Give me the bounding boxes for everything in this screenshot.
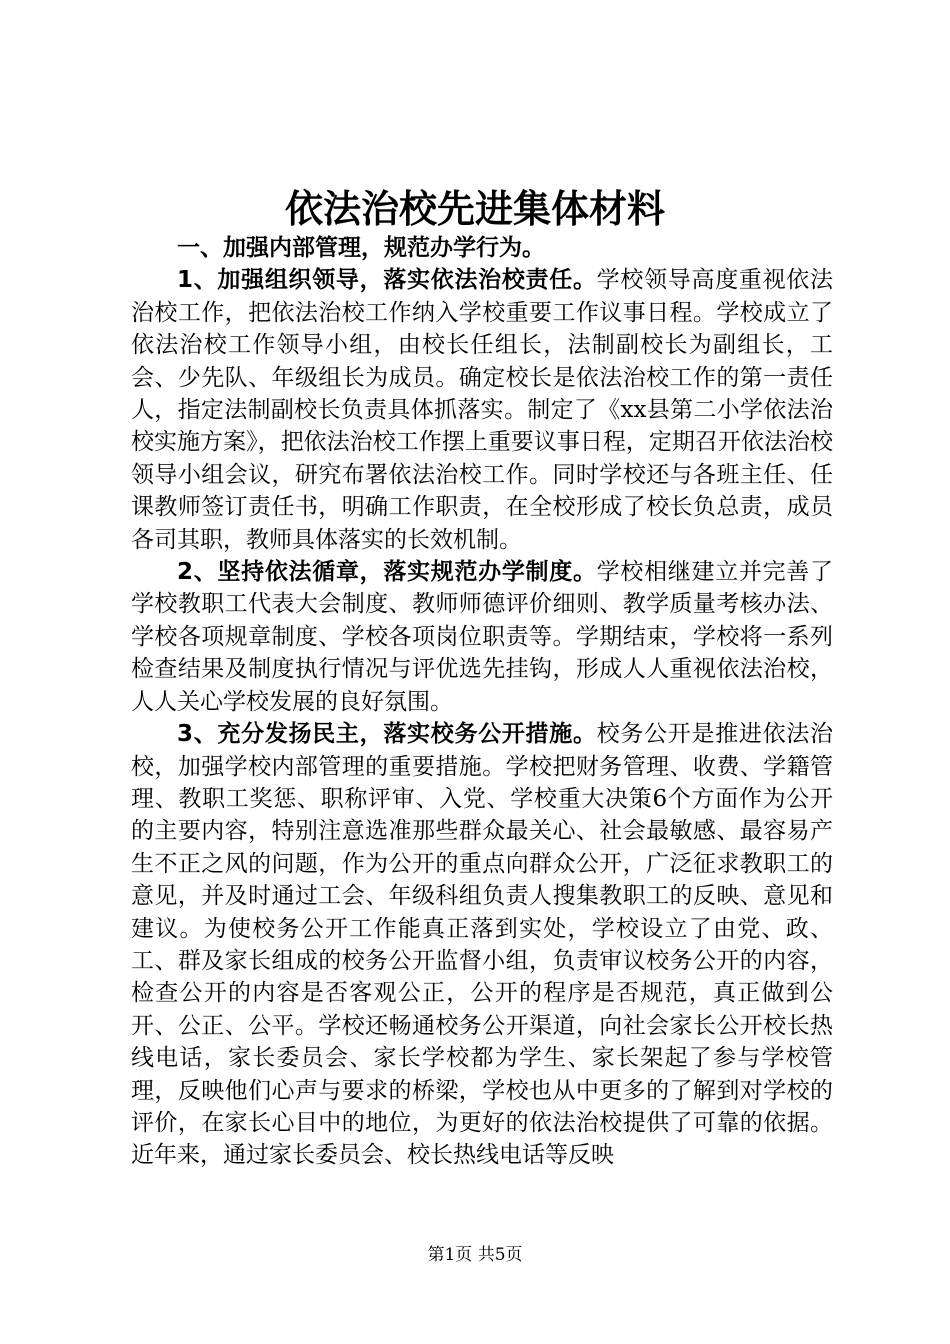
paragraph-text: 学校领导高度重视依法治校工作，把依法治校工作纳入学校重要工作议事日程。学校成立了依法治校工作领导小组，由校长任组长，法制副校长为副组长，工会、少先队、年级组长为成员。确定校长是依法治校工作的第一责任人，指定法制副校长负责具体抓落实。制定了《xx县第二小学依法治校实施方案》，把依法治校工作摆上重要议事日程，定期召开依法治校领导小组会议，研究布署依法治校工作。同时学校还与各班主任、任课教师签订责任书，明确工作职责，在全校形成了校长负总责，成员各司其职，教师具体落实的长效机制。 xyxy=(131,267,833,553)
document-title: 依法治校先进集体材料 xyxy=(284,187,665,231)
document-body xyxy=(131,232,833,1172)
paragraph-text: 校务公开是推进依法治校，加强学校内部管理的重要措施。学校把财务管理、收费、学籍管理、教职工奖惩、职称评审、入党、学校重大决策6个方面作为公开的主要内容，特别注意选准那些群众最关心、社会最敏感、最容易产生不正之风的问题，作为公开的重点向群众公开，广泛征求教职工的意见，并及时通过工会、年级科组负责人搜集教职工的反映、意见和建议。为使校务公开工作能真正落到实处，学校设立了由党、政、工、群及家长组成的校务公开监督小组，负责审议校务公开的内容，检查公开的内容是否客观公正，公开的程序是否规范，真正做到公开、公正、公平。学校还畅通校务公开渠道，向社会家长公开校长热线电话，家长委员会、家长学校都为学生、家长架起了参与学校管理，反映他们心声与要求的桥梁，学校也从中更多的了解到对学校的评价，在家长心目中的地位，为更好的依法治校提供了可靠的依据。近年来，通过家长委员会、校长热线电话等反映 xyxy=(131,721,833,1169)
paragraph-text: 学校相继建立并完善了学校教职工代表大会制度、教师师德评价细则、教学质量考核办法、学校各项规章制度、学校各项岗位职责等。学期结束，学校将一系列检查结果及制度执行情况与评优选先挂钩，形成人人重视依法治校，人人关心学校发展的良好氛围。 xyxy=(131,559,833,715)
section-heading: 一、加强内部管理，规范办学行为。 xyxy=(177,235,545,261)
paragraph-lead: 3、充分发扬民主，落实校务公开措施。 xyxy=(177,721,597,748)
paragraph-2 xyxy=(131,556,833,718)
page-footer: 第1页 共5页 xyxy=(427,1245,523,1265)
paragraph-1 xyxy=(131,264,833,556)
paragraph-3 xyxy=(131,718,833,1172)
paragraph-lead: 1、加强组织领导，落实依法治校责任。 xyxy=(177,267,597,294)
paragraph-lead: 2、坚持依法循章，落实规范办学制度。 xyxy=(177,559,597,586)
